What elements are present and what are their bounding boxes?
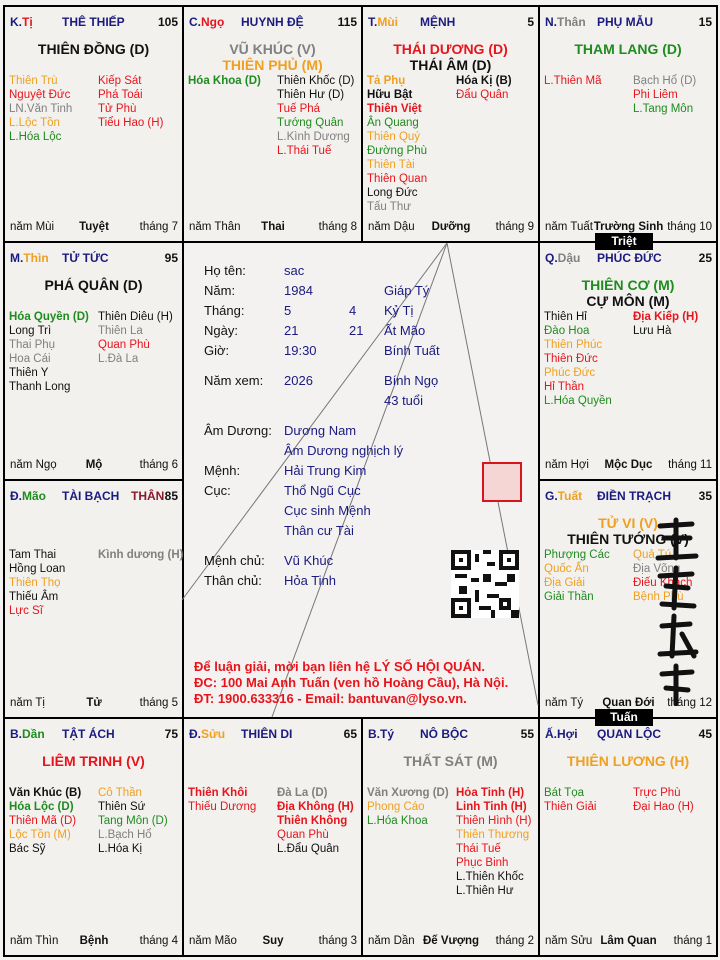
small-period-year: năm Ngọ xyxy=(10,459,57,471)
minor-star: Thiên Hỉ xyxy=(544,311,587,323)
major-period-age: 35 xyxy=(698,489,712,503)
main-star: LIÊM TRINH (V) xyxy=(42,753,145,769)
contact-phone-email: ĐT: 1900.633316 - Email: bantuvan@lyso.vn. xyxy=(194,691,467,706)
main-star: THIÊN TƯỚNG (V) xyxy=(567,531,689,547)
minor-star: Hữu Bật xyxy=(367,89,413,101)
month-label: tháng 1 xyxy=(673,935,712,947)
major-period-age: 45 xyxy=(698,727,712,741)
branch-name: Mùi xyxy=(377,15,399,29)
main-star: VŨ KHÚC (V) xyxy=(229,41,316,57)
main-star: THÁI DƯƠNG (D) xyxy=(393,41,508,57)
minor-star: Phá Toái xyxy=(98,89,143,101)
palace-name: PHÚC ĐỨC xyxy=(597,251,662,265)
month-label: tháng 9 xyxy=(495,221,534,233)
name-label: Họ tên: xyxy=(204,263,246,278)
month-label: tháng 5 xyxy=(139,697,178,709)
minor-star: Thái Tuế xyxy=(456,843,501,855)
month-label: tháng 10 xyxy=(667,221,712,233)
stem-label: Đ. xyxy=(189,727,201,741)
minor-star: L.Thiên Mã xyxy=(544,75,602,87)
branch-name: Dần xyxy=(22,727,45,741)
stem-label: Q. xyxy=(545,251,558,265)
minor-star: Thiếu Dương xyxy=(188,801,257,813)
amduong-label: Âm Dương: xyxy=(204,423,272,438)
stem-label: K. xyxy=(10,15,22,29)
minor-star: L.Thiên Hư xyxy=(456,885,514,897)
red-seal xyxy=(482,462,522,502)
qr-code[interactable] xyxy=(451,550,519,618)
minor-star: Lực Sĩ xyxy=(9,605,43,617)
minor-star: Hỉ Thần xyxy=(544,381,585,393)
life-stage: Tuyệt xyxy=(79,221,109,233)
minor-star: Hỏa Tinh (H) xyxy=(456,787,525,799)
minor-star: Bệnh Phù xyxy=(633,591,684,603)
major-period-age: 5 xyxy=(527,15,534,29)
minor-star: Cô Thần xyxy=(98,787,142,799)
minor-star: Nguyệt Đức xyxy=(9,89,71,101)
menh-chu-value: Vũ Khúc xyxy=(284,553,334,568)
minor-star: Hóa Lộc (D) xyxy=(9,801,74,813)
than-chu-value: Hỏa Tinh xyxy=(284,573,337,588)
minor-star: Tấu Thư xyxy=(367,201,411,213)
palace-name: MỆNH xyxy=(420,15,456,29)
minor-star: Kình dương (H) xyxy=(98,549,184,561)
stem-label: M. xyxy=(10,251,24,265)
branch-name: Ngọ xyxy=(201,15,225,29)
main-star: CỰ MÔN (M) xyxy=(586,293,670,309)
name-value: sac xyxy=(284,263,305,278)
hour-canchi: Bính Tuất xyxy=(384,343,440,358)
major-period-age: 75 xyxy=(164,727,178,741)
minor-star: Thiên Giải xyxy=(544,801,597,813)
day-label: Ngày: xyxy=(204,323,238,338)
small-period-year: năm Sửu xyxy=(545,935,593,947)
minor-star: Thiên Phúc xyxy=(544,339,603,351)
minor-star: Bác Sỹ xyxy=(9,843,46,855)
cuc-note-1: Cục sinh Mệnh xyxy=(284,503,371,518)
minor-star: Thanh Long xyxy=(9,381,71,393)
month-label: tháng 7 xyxy=(139,221,178,233)
contact-line-1: Để luận giải, mời bạn liên hệ LÝ SỐ HỘI QUÁN. xyxy=(194,659,485,674)
palace-name: THIÊN DI xyxy=(241,727,293,741)
major-period-age: 105 xyxy=(157,15,178,29)
small-period-year: năm Tuất xyxy=(545,221,593,233)
minor-star: Địa Võng xyxy=(633,563,681,575)
minor-star: Phượng Các xyxy=(544,549,610,561)
view-year-canchi: Bính Ngọ xyxy=(384,373,439,388)
cuc-label: Cục: xyxy=(204,483,231,498)
palace-name: QUAN LỘC xyxy=(597,727,661,741)
minor-star: Quốc Ấn xyxy=(544,563,589,575)
minor-star: Quả Tú xyxy=(633,549,672,561)
minor-star: L.Bạch Hổ xyxy=(98,829,152,841)
minor-star: Tử Phù xyxy=(98,103,137,115)
major-period-age: 55 xyxy=(520,727,534,741)
minor-star: Thai Phụ xyxy=(9,339,56,351)
minor-star: Văn Xương (D) xyxy=(367,787,449,799)
main-star: THÁI ÂM (D) xyxy=(409,57,492,73)
branch-name: Sửu xyxy=(201,727,226,741)
month-label: tháng 3 xyxy=(318,935,357,947)
life-stage: Quan Đới xyxy=(602,697,655,709)
menh-label: Mệnh: xyxy=(204,463,241,478)
minor-star: Quan Phù xyxy=(98,339,150,351)
minor-star: L.Đà La xyxy=(98,353,139,365)
major-period-age: 115 xyxy=(337,15,357,29)
minor-star: Bát Tọa xyxy=(544,787,585,799)
cuc-note-2: Thân cư Tài xyxy=(284,523,354,538)
amduong-value: Dương Nam xyxy=(284,423,357,438)
main-star: THIÊN CƠ (M) xyxy=(581,277,675,293)
main-star: PHÁ QUÂN (D) xyxy=(44,277,143,293)
minor-star: Thiên Y xyxy=(9,367,49,379)
stem-label: B. xyxy=(368,727,380,741)
year-value: 1984 xyxy=(284,283,313,298)
life-stage: Tử xyxy=(86,697,102,709)
minor-star: Thiên Khôi xyxy=(188,787,248,799)
year-canchi: Giáp Tý xyxy=(384,283,430,298)
main-star: THAM LANG (D) xyxy=(574,41,682,57)
minor-star: Thiên Thọ xyxy=(9,577,61,589)
life-stage: Lâm Quan xyxy=(600,935,657,947)
small-period-year: năm Hợi xyxy=(545,459,589,471)
than-chu-label: Thân chủ: xyxy=(204,573,262,588)
minor-star: Thiên Khốc (D) xyxy=(277,75,355,87)
major-period-age: 85 xyxy=(164,489,178,503)
minor-star: Phúc Đức xyxy=(544,367,596,379)
minor-star: Thiên Không xyxy=(277,815,348,827)
minor-star: Văn Khúc (B) xyxy=(9,787,82,799)
minor-star: Linh Tinh (H) xyxy=(456,801,527,813)
minor-star: L.Thái Tuế xyxy=(277,145,332,157)
minor-star: Đại Hao (H) xyxy=(633,801,694,813)
month-label: tháng 8 xyxy=(318,221,357,233)
minor-star: Thiên Quan xyxy=(367,173,428,185)
major-period-age: 65 xyxy=(343,727,357,741)
minor-star: Ân Quang xyxy=(367,117,419,129)
minor-star: Thiên Việt xyxy=(367,103,422,115)
minor-star: Tướng Quân xyxy=(277,117,344,129)
minor-star: Hóa Kị (B) xyxy=(456,75,512,87)
minor-star: Thiên Hình (H) xyxy=(456,815,532,827)
minor-star: Thiên La xyxy=(98,325,143,337)
minor-star: Tuế Phá xyxy=(277,103,321,115)
main-star: THIÊN PHỦ (M) xyxy=(222,57,323,73)
life-stage: Trường Sinh xyxy=(593,221,664,233)
year-label: Năm: xyxy=(204,283,236,298)
month-solar: 5 xyxy=(284,303,292,318)
triet-marker: Triệt xyxy=(595,233,653,250)
life-stage: Thai xyxy=(261,221,285,233)
palace-name: PHỤ MẪU xyxy=(597,15,653,29)
stem-label: T. xyxy=(368,15,378,29)
minor-star: Đẩu Quân xyxy=(456,89,509,101)
minor-star: Địa Giải xyxy=(544,577,585,589)
stem-label: B. xyxy=(10,727,22,741)
life-stage: Bệnh xyxy=(79,935,109,947)
contact-address: ĐC: 100 Mai Anh Tuấn (ven hồ Hoàng Cầu), Hà Nội. xyxy=(194,675,509,690)
minor-star: Thiên Sứ xyxy=(98,801,146,813)
minor-star: L.Đẩu Quân xyxy=(277,843,340,855)
month-label: tháng 4 xyxy=(139,935,178,947)
major-period-age: 25 xyxy=(698,251,712,265)
minor-star: Tam Thai xyxy=(9,549,57,561)
branch-name: Hợi xyxy=(557,727,578,741)
minor-star: Kiếp Sát xyxy=(98,75,142,87)
life-stage: Đế Vượng xyxy=(422,935,480,947)
minor-star: Phi Liêm xyxy=(633,89,678,101)
main-star: THIÊN ĐỒNG (D) xyxy=(37,41,150,57)
minor-star: Lưu Hà xyxy=(633,325,672,337)
minor-star: LN.Văn Tinh xyxy=(9,103,73,115)
month-label: tháng 6 xyxy=(139,459,178,471)
month-canchi: Kỷ Tị xyxy=(384,303,414,318)
small-period-year: năm Tý xyxy=(545,697,584,709)
minor-star: Bạch Hổ (D) xyxy=(633,75,697,87)
minor-star: Thiên Tài xyxy=(367,159,415,171)
small-period-year: năm Tị xyxy=(10,697,45,709)
branch-name: Tuất xyxy=(557,489,583,503)
branch-name: Mão xyxy=(22,489,46,503)
calligraphy-logo xyxy=(652,516,702,706)
minor-star: Long Trì xyxy=(9,325,52,337)
minor-star: L.Tang Môn xyxy=(633,103,694,115)
main-star: TỬ VI (V) xyxy=(598,515,658,531)
minor-star: L.Hóa Khoa xyxy=(367,815,428,827)
minor-star: Hồng Loan xyxy=(9,563,66,575)
stem-label: G. xyxy=(545,489,558,503)
small-period-year: năm Dần xyxy=(368,935,415,947)
minor-star: Quan Phù xyxy=(277,829,329,841)
menh-value: Hải Trung Kim xyxy=(284,463,367,478)
branch-name: Thân xyxy=(557,15,586,29)
branch-name: Dậu xyxy=(557,251,581,265)
life-stage: Mộc Dục xyxy=(604,459,653,471)
minor-star: Hóa Quyền (D) xyxy=(9,311,89,323)
stem-label: Đ. xyxy=(10,489,22,503)
hour-label: Giờ: xyxy=(204,343,230,358)
minor-star: Thiên Trù xyxy=(9,75,58,87)
minor-star: L.Thiên Khốc xyxy=(456,871,524,883)
view-year-value: 2026 xyxy=(284,373,313,388)
view-year-label: Năm xem: xyxy=(204,373,264,388)
stem-label: Ấ. xyxy=(545,727,557,741)
cuc-value: Thổ Ngũ Cục xyxy=(284,483,361,498)
main-star: THIÊN LƯƠNG (H) xyxy=(566,753,690,769)
month-label: tháng 12 xyxy=(667,697,712,709)
small-period-year: năm Thìn xyxy=(10,935,59,947)
minor-star: Đà La (D) xyxy=(277,787,328,799)
minor-star: Thiên Thương xyxy=(456,829,530,841)
branch-name: Tý xyxy=(380,727,395,741)
small-period-year: năm Mão xyxy=(189,935,237,947)
month-label: Tháng: xyxy=(204,303,245,318)
minor-star: Địa Kiếp (H) xyxy=(633,311,699,323)
minor-star: Phục Binh xyxy=(456,857,509,869)
minor-star: Long Đức xyxy=(367,187,418,199)
palace-name: TỬ TỨC xyxy=(62,251,109,265)
palace-name: NÔ BỘC xyxy=(420,727,468,741)
day-canchi: Ất Mão xyxy=(384,323,426,338)
palace-name: TÀI BẠCH xyxy=(62,489,120,503)
small-period-year: năm Thân xyxy=(189,221,241,233)
main-star: THẤT SÁT (M) xyxy=(403,753,498,769)
major-period-age: 95 xyxy=(164,251,178,265)
small-period-year: năm Mùi xyxy=(10,221,55,233)
life-stage: Suy xyxy=(262,935,284,947)
day-solar: 21 xyxy=(284,323,299,338)
minor-star: L.Hóa Lộc xyxy=(9,131,62,143)
hour-value: 19:30 xyxy=(284,343,317,358)
branch-name: Tị xyxy=(22,15,33,29)
palace-name: HUYNH ĐỆ xyxy=(241,15,304,29)
than-marker: THÂN xyxy=(131,489,165,503)
month-label: tháng 2 xyxy=(495,935,534,947)
month-lunar: 4 xyxy=(349,303,357,318)
minor-star: Hóa Khoa (D) xyxy=(188,75,261,87)
minor-star: Thiên Diêu (H) xyxy=(98,311,173,323)
minor-star: Thiên Đức xyxy=(544,353,598,365)
minor-star: Thiên Hư (D) xyxy=(277,89,345,101)
minor-star: Điếu Khách xyxy=(633,577,693,589)
life-stage: Dưỡng xyxy=(431,221,471,233)
small-period-year: năm Dậu xyxy=(368,221,415,233)
day-lunar: 21 xyxy=(349,323,364,338)
minor-star: Tả Phụ xyxy=(367,75,406,87)
minor-star: Giải Thần xyxy=(544,591,594,603)
minor-star: Địa Không (H) xyxy=(277,801,354,813)
menh-chu-label: Mệnh chủ: xyxy=(204,553,265,568)
stem-label: C. xyxy=(189,15,201,29)
palace-name: ĐIỀN TRẠCH xyxy=(597,489,671,503)
tuan-marker: Tuấn xyxy=(595,709,653,726)
minor-star: Phong Cáo xyxy=(367,801,425,813)
amduong-note: Âm Dương nghịch lý xyxy=(284,443,404,458)
minor-star: Tiểu Hao (H) xyxy=(98,117,164,129)
minor-star: L.Hóa Quyền xyxy=(544,395,612,407)
minor-star: L.Lộc Tồn xyxy=(9,117,60,129)
minor-star: Đào Hoa xyxy=(544,325,590,337)
life-stage: Mộ xyxy=(85,459,103,471)
minor-star: Tang Môn (D) xyxy=(98,815,168,827)
age-value: 43 tuổi xyxy=(384,393,424,408)
minor-star: L.Kình Dương xyxy=(277,131,350,143)
minor-star: Lộc Tồn (M) xyxy=(9,829,71,841)
minor-star: Hoa Cái xyxy=(9,353,51,365)
minor-star: Thiếu Âm xyxy=(9,591,59,603)
palace-name: TẬT ÁCH xyxy=(62,727,115,741)
minor-star: Thiên Mã (D) xyxy=(9,815,77,827)
minor-star: Trực Phù xyxy=(633,787,681,799)
minor-star: Thiên Quý xyxy=(367,131,421,143)
major-period-age: 15 xyxy=(698,15,712,29)
minor-star: L.Hóa Kị xyxy=(98,843,143,855)
branch-name: Thìn xyxy=(23,251,49,265)
month-label: tháng 11 xyxy=(668,459,712,471)
palace-name: THÊ THIẾP xyxy=(62,15,125,29)
stem-label: N. xyxy=(545,15,557,29)
minor-star: Đường Phù xyxy=(367,145,427,157)
